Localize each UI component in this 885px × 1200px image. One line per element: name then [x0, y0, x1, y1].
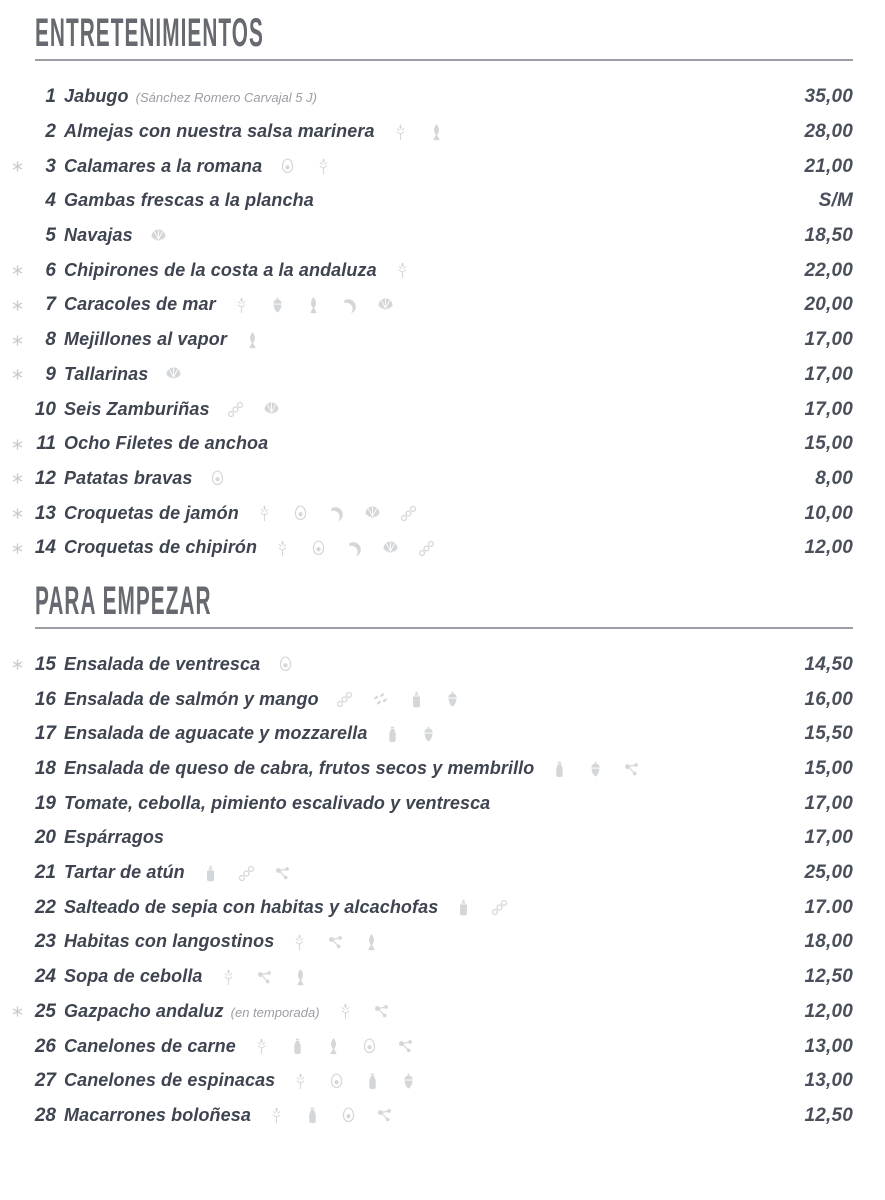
fish-icon	[291, 968, 310, 987]
menu-item-row	[6, 219, 853, 254]
menu-item-row	[6, 925, 853, 960]
item-price: S/M	[818, 190, 853, 212]
allergen-icons	[336, 1002, 391, 1021]
gluten-wheat-icon	[314, 157, 333, 176]
crustacean-shrimp-icon	[345, 539, 364, 558]
menu-item-row	[6, 821, 853, 856]
fish-icon	[324, 1037, 343, 1056]
section-title: PARA EMPEZAR	[35, 578, 212, 623]
item-name: Navajas	[64, 225, 133, 246]
asterisk-marker	[6, 542, 28, 555]
allergen-icons	[276, 655, 295, 674]
sulfites-molecule-icon	[375, 1106, 394, 1125]
milk-bottle-icon	[383, 725, 402, 744]
allergen-icons	[219, 968, 310, 987]
item-number: 8	[45, 329, 56, 351]
asterisk-marker	[6, 264, 28, 277]
item-price: 25,00	[804, 862, 853, 884]
item-price: 17,00	[804, 363, 853, 385]
allergen-icons	[383, 725, 438, 744]
asterisk-icon	[11, 264, 24, 277]
item-price: 17.00	[804, 896, 853, 918]
soy-pod-icon	[335, 690, 354, 709]
item-name: Ensalada de salmón y mango	[64, 688, 319, 709]
item-price: 17,00	[804, 827, 853, 849]
item-price: 35,00	[804, 86, 853, 108]
menu-item-row	[6, 1064, 853, 1099]
egg-icon	[278, 157, 297, 176]
allergen-icons	[273, 539, 436, 558]
asterisk-marker	[6, 472, 28, 485]
asterisk-icon	[11, 334, 24, 347]
gluten-wheat-icon	[391, 123, 410, 142]
menu-item-row	[6, 786, 853, 821]
item-number: 19	[34, 792, 56, 814]
item-price: 12,00	[804, 1000, 853, 1022]
allergen-icons	[454, 898, 509, 917]
item-name: Sopa de cebolla	[64, 966, 203, 987]
allergen-icons	[243, 331, 262, 350]
asterisk-icon	[11, 1005, 24, 1018]
menu-item-row	[6, 960, 853, 995]
gluten-wheat-icon	[336, 1002, 355, 1021]
menu-section	[0, 12, 885, 570]
item-number: 3	[45, 155, 56, 177]
milk-bottle-icon	[288, 1037, 307, 1056]
menu-item-row	[6, 358, 853, 393]
item-number: 20	[34, 827, 56, 849]
gluten-wheat-icon	[267, 1106, 286, 1125]
gluten-wheat-icon	[393, 261, 412, 280]
item-price: 15,00	[804, 433, 853, 455]
sulfites-molecule-icon	[326, 933, 345, 952]
menu-item-list	[0, 629, 885, 1138]
egg-icon	[276, 655, 295, 674]
allergen-icons	[550, 760, 641, 779]
mollusc-shell-icon	[363, 504, 382, 523]
mustard-bottle-icon	[201, 864, 220, 883]
menu-item-row	[6, 288, 853, 323]
item-number: 23	[34, 931, 56, 953]
item-name: Ocho Filetes de anchoa	[64, 433, 269, 454]
egg-icon	[309, 539, 328, 558]
menu-item-row	[6, 80, 853, 115]
mollusc-shell-icon	[164, 365, 183, 384]
item-price: 10,00	[804, 502, 853, 524]
asterisk-icon	[11, 507, 24, 520]
item-number: 2	[45, 121, 56, 143]
allergen-icons	[393, 261, 412, 280]
egg-icon	[327, 1072, 346, 1091]
item-name: Almejas con nuestra salsa marinera	[64, 121, 375, 142]
menu-item-row	[6, 752, 853, 787]
allergen-icons	[201, 864, 292, 883]
item-name: Tartar de atún	[64, 862, 185, 883]
menu-item-row	[6, 184, 853, 219]
gluten-wheat-icon	[252, 1037, 271, 1056]
item-number: 27	[34, 1070, 56, 1092]
sulfites-molecule-icon	[396, 1037, 415, 1056]
fish-icon	[362, 933, 381, 952]
item-name: Chipirones de la costa a la andaluza	[64, 259, 377, 280]
allergen-icons	[391, 123, 446, 142]
item-name: Canelones de carne	[64, 1035, 236, 1056]
milk-bottle-icon	[363, 1072, 382, 1091]
item-name: Salteado de sepia con habitas y alcachofas	[64, 896, 439, 917]
gluten-wheat-icon	[232, 296, 251, 315]
asterisk-marker	[6, 658, 28, 671]
menu-item-row	[6, 995, 853, 1030]
item-price: 21,00	[804, 155, 853, 177]
fish-icon	[427, 123, 446, 142]
item-number: 6	[45, 259, 56, 281]
nuts-acorn-icon	[419, 725, 438, 744]
item-price: 13,00	[804, 1070, 853, 1092]
menu-item-row	[6, 496, 853, 531]
item-number: 18	[34, 758, 56, 780]
egg-icon	[291, 504, 310, 523]
nuts-acorn-icon	[586, 760, 605, 779]
sesame-seeds-icon	[371, 690, 390, 709]
item-number: 16	[34, 688, 56, 710]
mollusc-shell-icon	[149, 227, 168, 246]
item-number: 15	[34, 653, 56, 675]
allergen-icons	[335, 690, 462, 709]
item-name: Habitas con langostinos	[64, 931, 275, 952]
nuts-acorn-icon	[268, 296, 287, 315]
item-number: 17	[34, 723, 56, 745]
item-price: 17,00	[804, 792, 853, 814]
item-name: Ensalada de ventresca	[64, 653, 261, 674]
item-number: 11	[36, 433, 56, 455]
allergen-icons	[290, 933, 381, 952]
asterisk-icon	[11, 542, 24, 555]
item-number: 21	[34, 862, 56, 884]
item-number: 12	[34, 467, 56, 489]
mollusc-shell-icon	[381, 539, 400, 558]
menu-item-row	[6, 323, 853, 358]
milk-bottle-icon	[303, 1106, 322, 1125]
allergen-icons	[255, 504, 418, 523]
sulfites-molecule-icon	[273, 864, 292, 883]
menu-item-list	[0, 61, 885, 570]
gluten-wheat-icon	[290, 933, 309, 952]
soy-pod-icon	[490, 898, 509, 917]
fish-icon	[304, 296, 323, 315]
allergen-icons	[232, 296, 395, 315]
menu-item-row	[6, 462, 853, 497]
egg-icon	[339, 1106, 358, 1125]
item-number: 10	[34, 398, 56, 420]
menu-item-row	[6, 1029, 853, 1064]
mustard-bottle-icon	[454, 898, 473, 917]
soy-pod-icon	[237, 864, 256, 883]
mollusc-shell-icon	[262, 400, 281, 419]
egg-icon	[360, 1037, 379, 1056]
item-price: 17,00	[804, 329, 853, 351]
item-price: 15,00	[804, 758, 853, 780]
item-name: Ensalada de queso de cabra, frutos secos y membrillo	[64, 758, 535, 779]
item-price: 28,00	[804, 121, 853, 143]
menu-item-row	[6, 682, 853, 717]
item-number: 24	[34, 966, 56, 988]
item-price: 13,00	[804, 1035, 853, 1057]
item-name: Caracoles de mar	[64, 294, 216, 315]
menu-item-row	[6, 531, 853, 566]
menu-item-row	[6, 253, 853, 288]
item-name: Tomate, cebolla, pimiento escalivado y ventresca	[64, 792, 491, 813]
item-name: Gambas frescas a la plancha	[64, 190, 314, 211]
allergen-icons	[208, 469, 227, 488]
item-price: 12,00	[804, 537, 853, 559]
menu-item-row	[6, 149, 853, 184]
asterisk-marker	[6, 334, 28, 347]
nuts-acorn-icon	[443, 690, 462, 709]
item-number: 14	[34, 537, 56, 559]
fish-icon	[243, 331, 262, 350]
item-name: Canelones de espinacas	[64, 1070, 276, 1091]
gluten-wheat-icon	[255, 504, 274, 523]
allergen-icons	[291, 1072, 418, 1091]
item-number: 7	[45, 294, 56, 316]
item-note: (en temporada)	[230, 1004, 320, 1020]
item-name: Jabugo	[64, 86, 129, 107]
item-number: 22	[34, 896, 56, 918]
item-number: 26	[34, 1035, 56, 1057]
item-name: Croquetas de jamón	[64, 502, 239, 523]
item-number: 25	[34, 1000, 56, 1022]
milk-bottle-icon	[550, 760, 569, 779]
item-price: 16,00	[804, 688, 853, 710]
asterisk-marker	[6, 160, 28, 173]
asterisk-icon	[11, 658, 24, 671]
gluten-wheat-icon	[291, 1072, 310, 1091]
menu-item-row	[6, 1099, 853, 1134]
item-name: Tallarinas	[64, 363, 149, 384]
asterisk-icon	[11, 438, 24, 451]
item-number: 4	[45, 190, 56, 212]
item-price: 14,50	[804, 653, 853, 675]
nuts-acorn-icon	[399, 1072, 418, 1091]
item-price: 22,00	[804, 259, 853, 281]
item-price: 8,00	[815, 467, 853, 489]
sulfites-molecule-icon	[372, 1002, 391, 1021]
sulfites-molecule-icon	[622, 760, 641, 779]
mustard-bottle-icon	[407, 690, 426, 709]
asterisk-icon	[11, 160, 24, 173]
item-number: 28	[34, 1104, 56, 1126]
section-title: ENTRETENIMIENTOS	[35, 11, 264, 55]
item-number: 5	[45, 225, 56, 247]
asterisk-icon	[11, 368, 24, 381]
asterisk-marker	[6, 368, 28, 381]
allergen-icons	[267, 1106, 394, 1125]
soy-pod-icon	[399, 504, 418, 523]
item-price: 20,00	[804, 294, 853, 316]
allergen-icons	[278, 157, 333, 176]
item-name: Seis Zamburiñas	[64, 398, 210, 419]
item-price: 18,50	[804, 225, 853, 247]
item-number: 13	[34, 502, 56, 524]
item-price: 12,50	[804, 1104, 853, 1126]
item-number: 1	[45, 86, 56, 108]
item-price: 17,00	[804, 398, 853, 420]
item-name: Calamares a la romana	[64, 155, 263, 176]
menu-section	[0, 580, 885, 1138]
allergen-icons	[252, 1037, 415, 1056]
asterisk-marker	[6, 299, 28, 312]
allergen-icons	[149, 227, 168, 246]
crustacean-shrimp-icon	[327, 504, 346, 523]
asterisk-marker	[6, 507, 28, 520]
allergen-icons	[226, 400, 281, 419]
allergen-icons	[164, 365, 183, 384]
item-name: Gazpacho andaluz	[64, 1000, 224, 1021]
item-note: (Sánchez Romero Carvajal 5 J)	[135, 90, 317, 106]
menu-item-row	[6, 856, 853, 891]
item-price: 15,50	[804, 723, 853, 745]
item-price: 18,00	[804, 931, 853, 953]
asterisk-marker	[6, 438, 28, 451]
gluten-wheat-icon	[273, 539, 292, 558]
item-name: Macarrones boloñesa	[64, 1104, 251, 1125]
menu-item-row	[6, 717, 853, 752]
menu-item-row	[6, 427, 853, 462]
item-number: 9	[45, 363, 56, 385]
menu-item-row	[6, 890, 853, 925]
asterisk-marker	[6, 1005, 28, 1018]
item-name: Mejillones al vapor	[64, 329, 227, 350]
item-name: Espárragos	[64, 827, 165, 848]
menu-item-row	[6, 648, 853, 683]
soy-pod-icon	[417, 539, 436, 558]
egg-icon	[208, 469, 227, 488]
soy-pod-icon	[226, 400, 245, 419]
asterisk-icon	[11, 472, 24, 485]
mollusc-shell-icon	[376, 296, 395, 315]
menu-item-row	[6, 115, 853, 150]
item-name: Patatas bravas	[64, 467, 193, 488]
gluten-wheat-icon	[219, 968, 238, 987]
menu-item-row	[6, 392, 853, 427]
sulfites-molecule-icon	[255, 968, 274, 987]
crustacean-shrimp-icon	[340, 296, 359, 315]
item-name: Ensalada de aguacate y mozzarella	[64, 723, 368, 744]
item-price: 12,50	[804, 966, 853, 988]
asterisk-icon	[11, 299, 24, 312]
item-name: Croquetas de chipirón	[64, 537, 258, 558]
